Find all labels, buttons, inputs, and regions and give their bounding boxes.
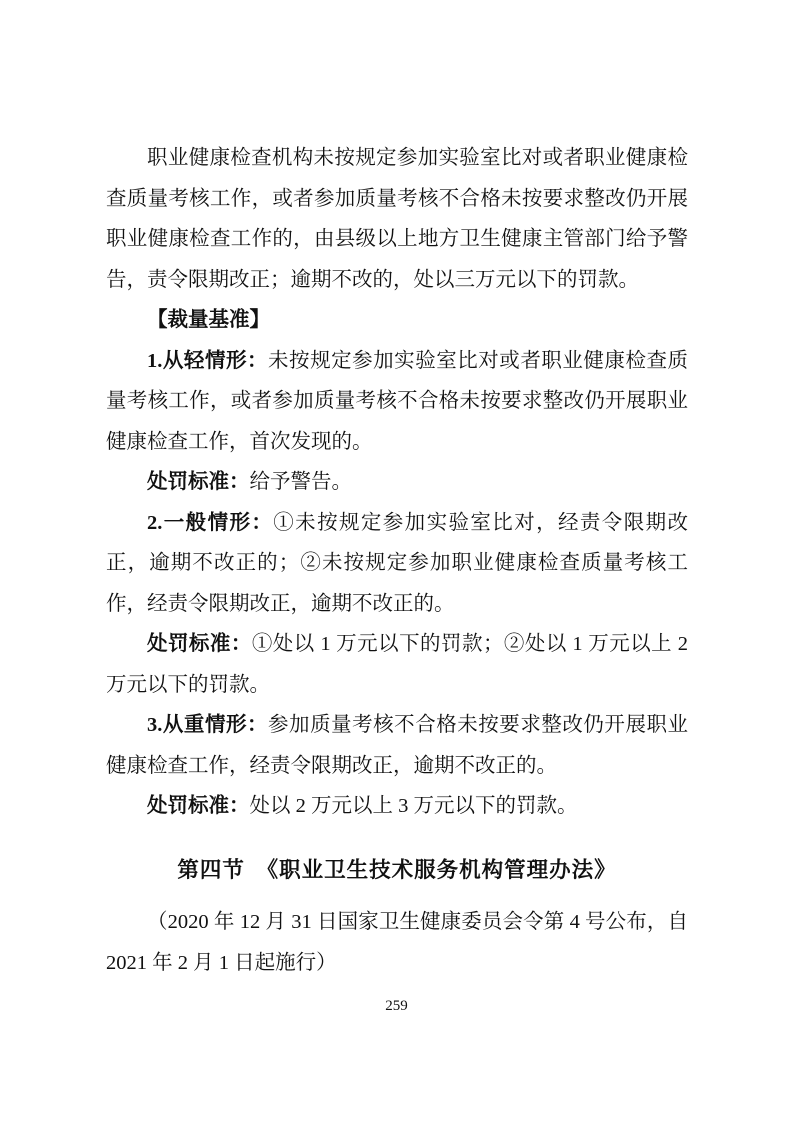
general-circumstance-text: ①未按规定参加实验室比对，经责令限期改正，逾期不改正的；②未按规定参加职业健康检查质量考核工作，经责令限期改正，逾期不改正的。 <box>106 511 688 615</box>
mitigating-circumstance-paragraph <box>106 341 688 463</box>
general-circumstance-paragraph <box>106 503 688 625</box>
basis-heading-text: 【裁量基准】 <box>147 309 270 331</box>
section-date-note: （2020 年 12 月 31 日国家卫生健康委员会令第 4 号公布，自 2021 年 2 月 1 日起施行） <box>106 911 688 974</box>
penalty-standard-2-label: 处罚标准： <box>147 633 252 655</box>
aggravating-circumstance-text: 参加质量考核不合格未按要求整改仍开展职业健康检查工作，经责令限期改正，逾期不改正的。 <box>106 714 689 777</box>
penalty-standard-2-text: ①处以 1 万元以下的罚款；②处以 1 万元以上 2 万元以下的罚款。 <box>106 633 688 696</box>
penalty-standard-1-paragraph <box>106 462 688 503</box>
mitigating-circumstance-label: 1.从轻情形： <box>147 349 269 372</box>
page-number: 259 <box>385 998 408 1014</box>
penalty-standard-3-paragraph <box>106 786 688 827</box>
penalty-standard-1-text: 给予警告。 <box>249 471 352 493</box>
penalty-standard-3-text: 处以 2 万元以上 3 万元以下的罚款。 <box>249 795 578 817</box>
mitigating-circumstance-text: 未按规定参加实验室比对或者职业健康检查质量考核工作，或者参加质量考核不合格未按要求整改仍开展职业健康检查工作，首次发现的。 <box>106 349 689 453</box>
general-circumstance-label: 2.一般情形： <box>147 511 274 534</box>
basis-heading <box>106 300 688 341</box>
intro-paragraph: 职业健康检查机构未按规定参加实验室比对或者职业健康检查质量考核工作，或者参加质量考核不合格未按要求整改仍开展职业健康检查工作的，由县级以上地方卫生健康主管部门给予警告，责令限期改正；逾期不改的，处以三万元以下的罚款。 <box>106 147 688 291</box>
aggravating-circumstance-label: 3.从重情形： <box>147 714 269 736</box>
penalty-standard-1-label: 处罚标准： <box>147 471 250 493</box>
section-title: 第四节 《职业卫生技术服务机构管理办法》 <box>177 857 617 882</box>
penalty-standard-3-label: 处罚标准： <box>147 795 250 817</box>
penalty-standard-2-paragraph <box>106 624 688 705</box>
aggravating-circumstance-paragraph <box>106 705 688 786</box>
page-content <box>106 138 688 983</box>
